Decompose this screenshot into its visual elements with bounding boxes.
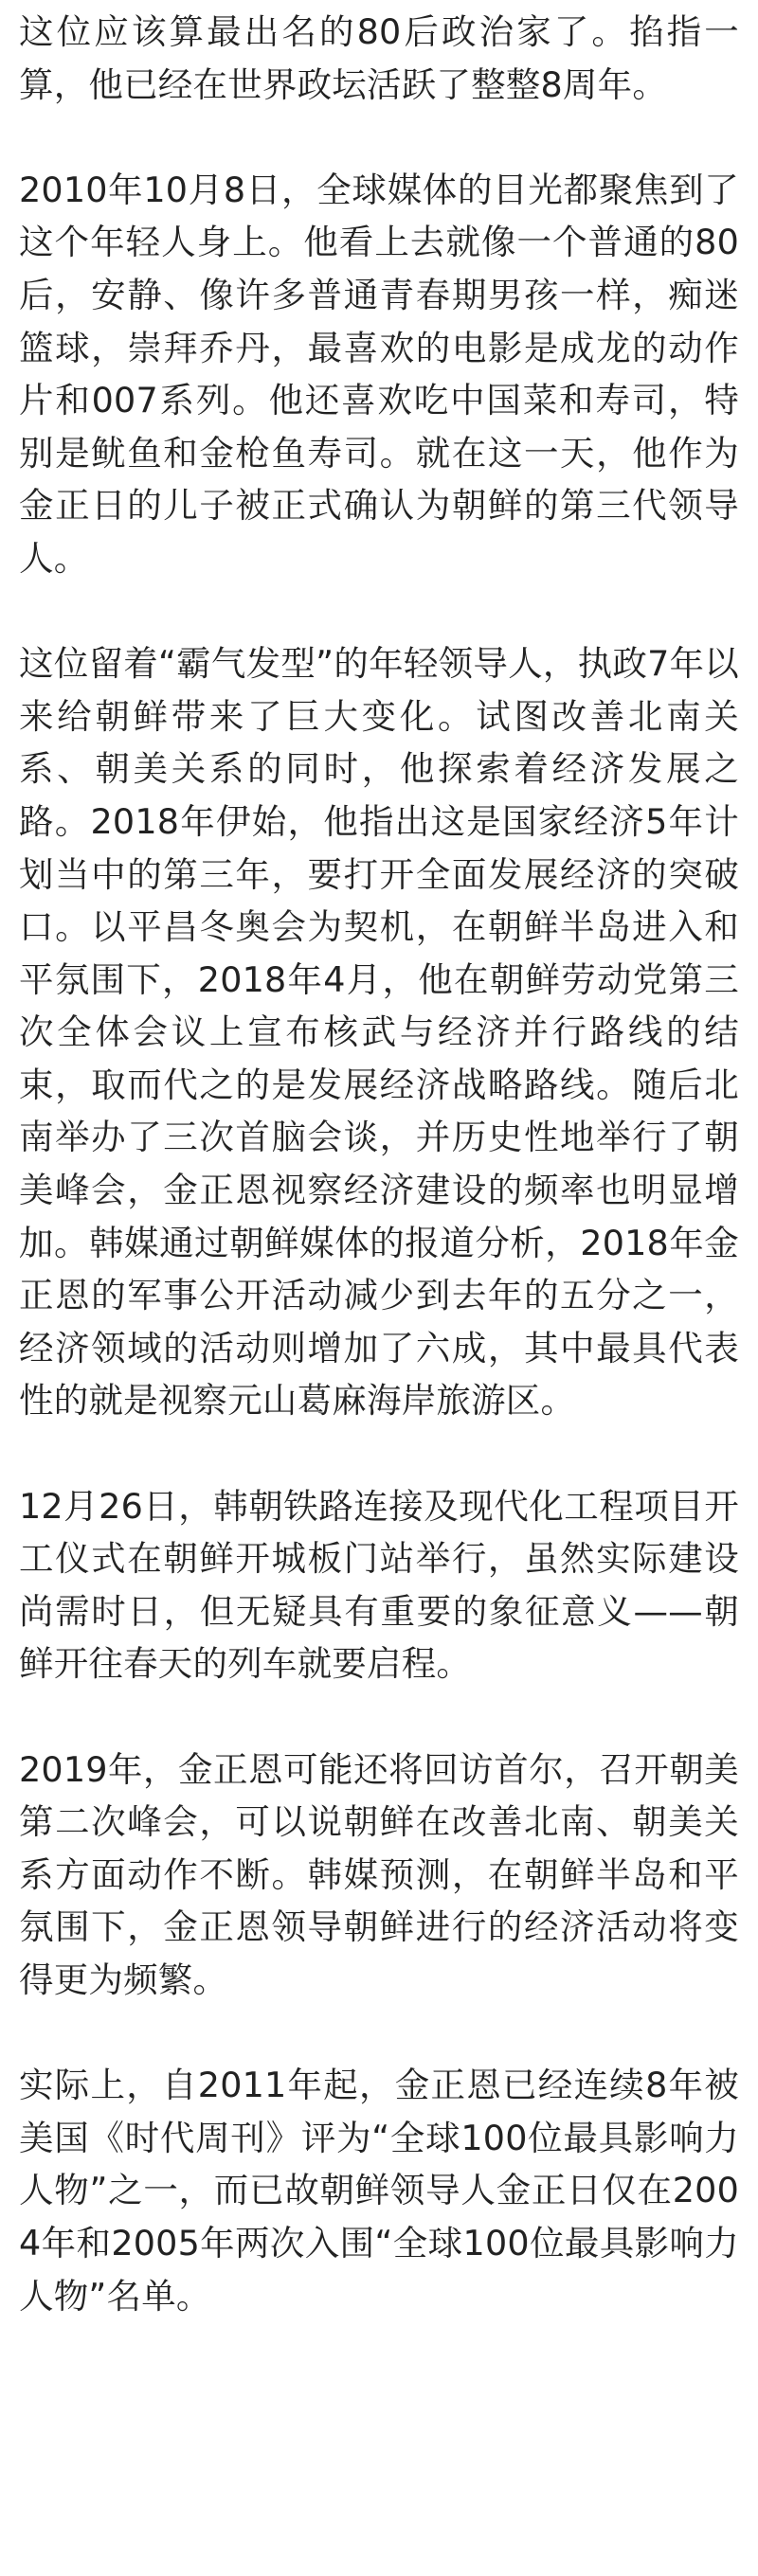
paragraph-4: 12月26日，韩朝铁路连接及现代化工程项目开工仪式在朝鲜开城板门站举行，虽然实际建设尚需时日，但无疑具有重要的象征意义——朝鲜开往春天的列车就要启程。 — [19, 1485, 739, 1685]
paragraph-1: 这位应该算最出名的80后政治家了。掐指一算，他已经在世界政坛活跃了整整8周年。 — [19, 11, 739, 105]
article-body — [19, 6, 739, 2375]
paragraph-3: 这位留着“霸气发型”的年轻领导人，执政7年以来给朝鲜带来了巨大变化。试图改善北南关系、朝美关系的同时，他探索着经济发展之路。2018年伊始，他指出这是国家经济5年计划当中的第三年，要打开全面发展经济的突破口。以平昌冬奥会为契机，在朝鲜半岛进入和平氛围下，2018年4月，他在朝鲜劳动党第三次全体会议上宣布核武与经济并行路线的结束，取而代之的是发展经济战略路线。随后北南举办了三次首脑会谈，并历史性地举行了朝美峰会，金正恩视察经济建设的频率也明显增加。韩媒通过朝鲜媒体的报道分析，2018年金正恩的军事公开活动减少到去年的五分之一，经济领域的活动则增加了六成，其中最具代表性的就是视察元山葛麻海岸旅游区。 — [19, 643, 739, 1422]
paragraph-6: 实际上，自2011年起，金正恩已经连续8年被美国《时代周刊》评为“全球100位最具影响力人物”之一，而已故朝鲜领导人金正日仅在2004年和2005年两次入围“全球100位最具影响力人物”名单。 — [19, 2065, 739, 2317]
paragraph-2: 2010年10月8日，全球媒体的目光都聚焦到了这个年轻人身上。他看上去就像一个普通的80后，安静、像许多普通青春期男孩一样，痴迷篮球，崇拜乔丹，最喜欢的电影是成龙的动作片和007系列。他还喜欢吃中国菜和寿司，特别是鱿鱼和金枪鱼寿司。就在这一天，他作为金正日的儿子被正式确认为朝鲜的第三代领导人。 — [19, 169, 739, 579]
paragraph-5: 2019年，金正恩可能还将回访首尔，召开朝美第二次峰会，可以说朝鲜在改善北南、朝美关系方面动作不断。韩媒预测，在朝鲜半岛和平氛围下，金正恩领导朝鲜进行的经济活动将变得更为频繁。 — [19, 1748, 739, 2000]
